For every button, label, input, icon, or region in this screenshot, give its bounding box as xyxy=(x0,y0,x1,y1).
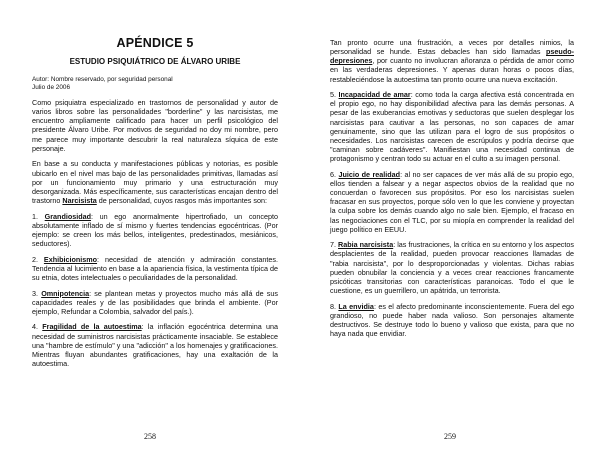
trait-term: Grandiosidad xyxy=(44,211,91,221)
trait-paragraph xyxy=(32,212,278,249)
trait-number: 1. xyxy=(32,211,38,221)
right-page xyxy=(300,0,600,450)
trait-paragraph xyxy=(330,302,574,339)
trait-paragraph xyxy=(32,322,278,368)
trait-term: Rabia narcisista xyxy=(338,240,394,250)
trait-paragraph xyxy=(330,90,574,163)
trait-text: : las frustraciones, la crítica en su entorno y los aspectos desplacientes de la realidad, pueden provocar reacciones llamadas de "rabia narcisista", por lo desproporcionadas y violentas. Dichas rabias pueden obnubilar la conciencia y a veces crear reacciones francamente psicóticas transitorias con características paranoicas. Todo el que le cuestione, es un guerrillero, un apátrida, un terrorista. xyxy=(330,240,574,296)
trait-number: 3. xyxy=(32,288,38,298)
trait-number: 5. xyxy=(330,90,336,100)
trait-number: 7. xyxy=(330,240,336,250)
author-meta xyxy=(32,76,278,92)
continuation-part: , por cuanto no involucran añoranza o pérdida de amor como en las verdaderas depresiones. Y apenas duran horas o pocos días, restableciéndose la autoestima tan pronto ocurre una nueva excitación. xyxy=(330,56,574,84)
trait-term: La envidia xyxy=(338,301,374,311)
trait-text: : es el afecto predominante inconscientemente. Fuera del ego grandioso, no puede haber nada valioso. Son personajes altamente destructivos. Se destruye todo lo bueno y valioso que exista, para que no haya nada que envidiar. xyxy=(330,301,575,339)
trait-text: : al no ser capaces de ver más allá de su propio ego, ellos tienden a falsear y a negar aspectos obvios de la realidad que no concuerdan o favorecen sus propósitos. Por eso los narcisistas suelen fracasar en sus proyectos, porque sólo ven lo que les conviene y proyectan la culpa sobre los demás cuando algo no sale bien. Ejemplo, el fracaso en las negociaciones con el TLC, por su miopía en comprender la realidad del juego político en EEUU. xyxy=(330,169,575,234)
intro-part: En base a su conducta y manifestaciones públicas y notorias, es posible ubicarlo en el nivel mas bajo de las personalidades primitivas, llamadas así por un funcionamiento muy primario y una estructuración muy desorganizada. Más específicamente, sus características encajan dentro del trastorno xyxy=(32,159,278,205)
page-number: 258 xyxy=(144,431,156,441)
trait-number: 8. xyxy=(330,301,336,311)
page-title: APÉNDICE 5 xyxy=(116,36,194,50)
intro-paragraph: Como psiquiatra especializado en trastornos de personalidad y autor de varios libros sobre las personalidades "borderline" y las narcisistas, me encuentro ampliamente calificado para hacer un perfil psicológico del presidente Álvaro Uribe. Por motivos de seguridad no doy mi nombre, pero me parece muy importante descubrir la real naturaleza síquica de este personaje. xyxy=(32,98,278,153)
trait-text: : la inflación egocéntrica determina una necesidad de suministros narcisistas prácticamente insaciable. Se establece una "hambre de estímulo" y una "adicción" a los homenajes y gratificaciones. Mientras fluyan abundantes gratificaciones, hay una exaltación de la autoestima. xyxy=(32,322,278,369)
trait-term: Fragilidad de la autoestima xyxy=(42,322,142,332)
trait-text: : se plantean metas y proyectos mucho más allá de sus capacidades reales y de las posibilidades que brinda el ambiente. (Por ejemplo, Refundar a Colombia, salvador del país.). xyxy=(32,288,278,316)
trait-text: : como toda la carga afectiva está concentrada en el propio ego, no hay disponibilidad afectiva para las demás personas. A pesar de las exuberancias emotivas y seductoras que suelen desplegar los narcisistas para cautivar a las personas, no son capaces de amar genuinamente, sino que las utilizan para el logro de sus propósitos o necesidades. Los narcisistas carecen de escrúpulos y podría decirse que "caminan sobre cadáveres". Manifiestan una necesidad continua de protagonismo y centran todo su actuar en el culto a su imagen personal. xyxy=(330,90,574,164)
date-line: Julio de 2006 xyxy=(32,84,71,92)
author-line: Autor: Nombre reservado, por seguridad personal xyxy=(32,76,173,84)
narcisista-term: Narcisista xyxy=(62,195,97,205)
trait-term: Exhibicionismo xyxy=(43,254,98,264)
trait-number: 6. xyxy=(330,169,336,179)
pseudo-depresiones-term: pseudo-depresiones xyxy=(330,47,574,66)
trait-term: Juicio de realidad xyxy=(338,169,401,179)
trait-paragraph xyxy=(330,170,574,234)
page-subtitle: ESTUDIO PSIQUIÁTRICO DE ÁLVARO URIBE xyxy=(69,56,241,66)
trait-text: : un ego anormalmente hipertrofiado, un concepto absolutamente inflado de sí mismo y fuertes tendencias egocéntricas. (Por ejemplo: se creen los más bellos, inteligentes, predestinados, mesiánicos, seductores). xyxy=(32,211,279,248)
page-number: 259 xyxy=(444,431,456,441)
trait-term: Incapacidad de amar xyxy=(338,90,411,100)
intro-part: de personalidad, cuyos rasgos más importantes son: xyxy=(96,195,267,205)
intro-paragraph xyxy=(32,159,278,205)
continuation-part: Tan pronto ocurre una frustración, a veces por detalles nimios, la personalidad se hunde. Estas debacles han sido llamadas xyxy=(330,38,574,57)
trait-paragraph xyxy=(330,240,574,295)
trait-paragraph xyxy=(32,255,278,282)
trait-text: : necesidad de atención y admiración constantes. Tendencia al lucimiento en base a la apariencia física, la vestimenta típica de su etnia, dotes intelectuales o peculiaridades de la personalidad. xyxy=(32,254,278,282)
trait-number: 4. xyxy=(32,322,38,332)
trait-number: 2. xyxy=(32,254,38,264)
continuation-paragraph xyxy=(330,38,574,84)
trait-term: Omnipotencia xyxy=(41,288,90,298)
trait-paragraph xyxy=(32,289,278,316)
